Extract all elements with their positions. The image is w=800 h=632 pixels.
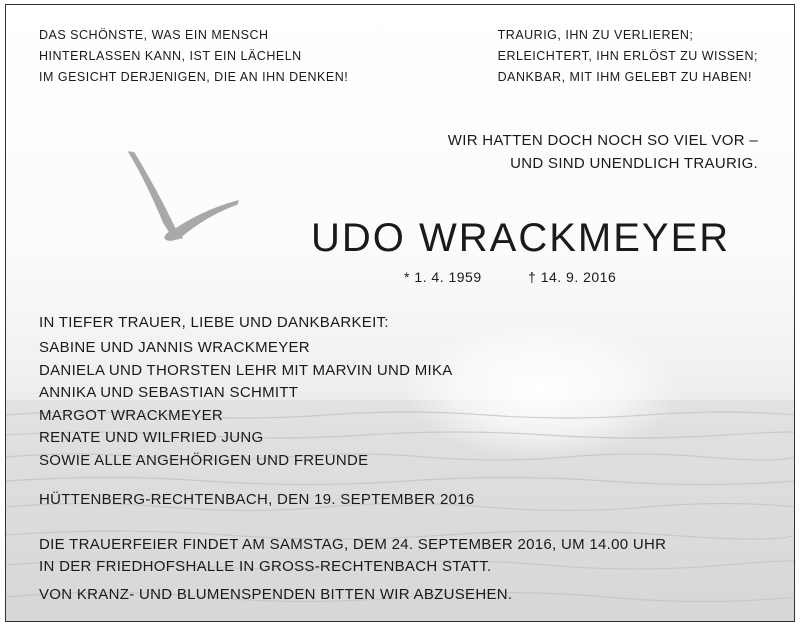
flowers-request: VON KRANZ- UND BLUMENSPENDEN BITTEN WIR ABZUSEHEN. — [39, 586, 513, 603]
funeral-info — [39, 534, 666, 578]
quote-left-line: IM GESICHT DERJENIGEN, DIE AN IHN DENKEN! — [39, 70, 349, 84]
mourners-list — [39, 337, 453, 472]
deceased-name: UDO WRACKMEYER — [311, 216, 731, 260]
mourner-entry: MARGOT WRACKMEYER — [39, 406, 224, 424]
motto — [448, 129, 758, 175]
obituary-notice — [5, 4, 795, 622]
mourner-entry: SOWIE ALLE ANGEHÖRIGEN UND FREUNDE — [39, 451, 369, 469]
place-and-date: HÜTTENBERG-RECHTENBACH, DEN 19. SEPTEMBER 2016 — [39, 491, 475, 508]
quote-right-line: DANKBAR, MIT IHM GELEBT ZU HABEN! — [497, 70, 752, 84]
motto-line: UND SIND UNENDLICH TRAURIG. — [510, 155, 758, 172]
quote-left-line: HINTERLASSEN KANN, IST EIN LÄCHELN — [39, 49, 302, 63]
death-date: † 14. 9. 2016 — [528, 269, 617, 285]
quote-left-line: DAS SCHÖNSTE, WAS EIN MENSCH — [39, 28, 269, 42]
mourner-entry: SABINE UND JANNIS WRACKMEYER — [39, 339, 310, 356]
funeral-line: IN DER FRIEDHOFSHALLE IN GROSS-RECHTENBACH STATT. — [39, 558, 492, 575]
funeral-line: DIE TRAUERFEIER FINDET AM SAMSTAG, DEM 24. SEPTEMBER 2016, UM 14.00 UHR — [39, 536, 667, 553]
mourner-entry: RENATE UND WILFRIED JUNG — [39, 429, 264, 446]
birth-date: * 1. 4. 1959 — [404, 269, 482, 285]
quote-right-line: TRAURIG, IHN ZU VERLIEREN; — [497, 28, 694, 42]
mourner-entry: ANNIKA UND SEBASTIAN SCHMITT — [39, 384, 299, 401]
quote-left — [39, 25, 348, 88]
quote-right — [498, 25, 758, 88]
mourner-entry: DANIELA UND THORSTEN LEHR MIT MARVIN UND MIKA — [39, 361, 453, 379]
motto-line: WIR HATTEN DOCH NOCH SO VIEL VOR – — [447, 132, 758, 149]
seagull-image — [129, 152, 238, 243]
quote-right-line: ERLEICHTERT, IHN ERLÖST ZU WISSEN; — [497, 49, 758, 63]
life-dates — [404, 266, 616, 288]
mourning-intro: IN TIEFER TRAUER, LIEBE UND DANKBARKEIT: — [39, 314, 389, 331]
